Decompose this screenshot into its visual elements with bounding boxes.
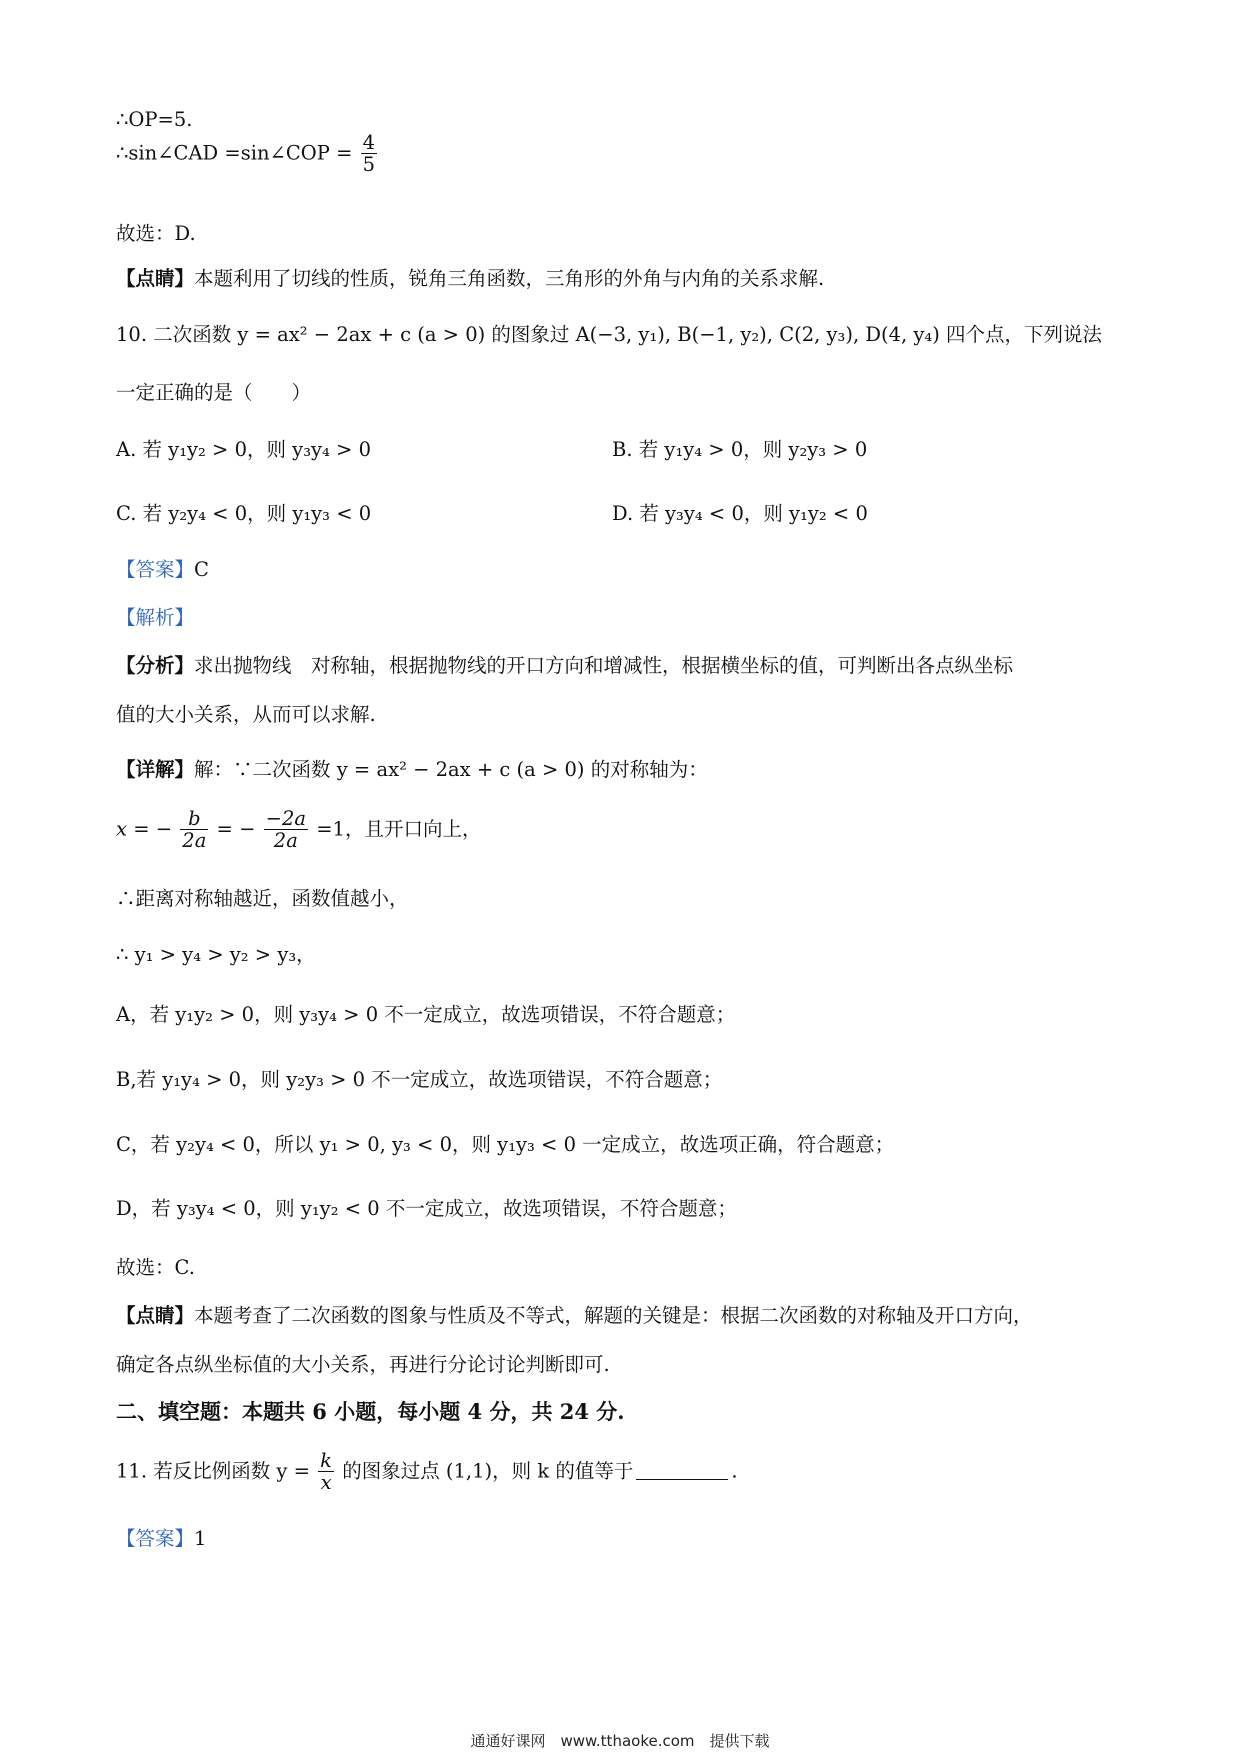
- dianjing-tag: 【点睛】: [116, 267, 195, 290]
- jiexi-tag: 【解析】: [116, 606, 195, 629]
- question-10-line2: 一定正确的是（ ）: [116, 381, 312, 404]
- xiangjie: 【详解】解：∵二次函数 y = ax² − 2ax + c (a > 0) 的对称轴为：: [116, 758, 708, 781]
- fraction-neg2a-2a: $\frac{-2a}{2a}$: [265, 807, 306, 853]
- fenxi-tag: 【分析】: [116, 654, 195, 677]
- fraction-k-x: $\frac{k}{x}$: [320, 1449, 332, 1495]
- line-sin: [116, 132, 379, 176]
- section-2-heading: 二、填空题：本题共 6 小题，每小题 4 分，共 24 分.: [116, 1399, 625, 1424]
- answer-blank: [636, 1479, 728, 1480]
- dianjing-2: 【点睛】本题考查了二次函数的图象与性质及不等式，解题的关键是：根据二次函数的对称轴及开口方向，: [116, 1304, 1033, 1327]
- option-c: C. 若 y₂y₄ < 0，则 y₁y₃ < 0: [116, 502, 372, 525]
- answer-10: 【答案】C: [116, 558, 209, 581]
- line-order: ∴ y₁ > y₄ > y₂ > y₃，: [116, 943, 316, 966]
- option-a: A. 若 y₁y₂ > 0，则 y₃y₄ > 0: [116, 438, 371, 461]
- fraction-b-2a: $\frac{b}{2a}$: [182, 807, 207, 853]
- option-d: D. 若 y₃y₄ < 0，则 y₁y₂ < 0: [612, 502, 868, 525]
- fenxi: 【分析】求出抛物线 对称轴，根据抛物线的开口方向和增减性，根据横坐标的值，可判断出各点纵坐标: [116, 654, 1014, 677]
- discussion-a: A，若 y₁y₂ > 0，则 y₃y₄ > 0 不一定成立，故选项错误，不符合题意；: [116, 1003, 736, 1026]
- question-10: 10. 二次函数 y = ax² − 2ax + c (a > 0) 的图象过 A(−3, y₁), B(−1, y₂), C(2, y₃), D(4, y₄) 四个点，下列说法: [116, 323, 1103, 346]
- line-choose-c: 故选：C.: [116, 1256, 195, 1279]
- answer-tag: 【答案】: [116, 1527, 195, 1550]
- sin-expression: ∴sin∠CAD =sin∠COP =: [116, 141, 353, 165]
- dianjing-2-line2: 确定各点纵坐标值的大小关系，再进行分论讨论判断即可.: [116, 1353, 610, 1376]
- line-op: ∴OP=5.: [116, 108, 193, 131]
- answer-11: 【答案】1: [116, 1527, 207, 1550]
- dianjing-1: 【点睛】本题利用了切线的性质，锐角三角函数，三角形的外角与内角的关系求解.: [116, 267, 825, 290]
- xiangjie-tag: 【详解】: [116, 758, 195, 781]
- answer-tag: 【答案】: [116, 558, 195, 581]
- dianjing-tag: 【点睛】: [116, 1304, 195, 1327]
- axis-formula: x = − $\frac{b}{2a}$ = − $\frac{-2a}{2a}$ =1，且开口向上，: [116, 807, 482, 853]
- fenxi-line2: 值的大小关系，从而可以求解.: [116, 703, 376, 726]
- question-11: 11. 若反比例函数 y = $\frac{k}{x}$ 的图象过点 (1,1)，则 k 的值等于 .: [116, 1449, 738, 1495]
- discussion-d: D，若 y₃y₄ < 0，则 y₁y₂ < 0 不一定成立，故选项错误，不符合题意；: [116, 1197, 737, 1220]
- option-b: B. 若 y₁y₄ > 0，则 y₂y₃ > 0: [612, 438, 868, 461]
- line-closer: ∴距离对称轴越近，函数值越小，: [116, 887, 409, 910]
- page-footer: 通通好课网 www.tthaoke.com 提供下载: [470, 1732, 770, 1750]
- line-choose-d: 故选：D.: [116, 222, 196, 245]
- fraction-4-5: $\frac{4}{5}$: [362, 131, 376, 177]
- discussion-b: B,若 y₁y₄ > 0，则 y₂y₃ > 0 不一定成立，故选项错误，不符合题意；: [116, 1068, 723, 1091]
- discussion-c: C，若 y₂y₄ < 0，所以 y₁ > 0, y₃ < 0，则 y₁y₃ < 0 一定成立，故选项正确，符合题意；: [116, 1133, 895, 1156]
